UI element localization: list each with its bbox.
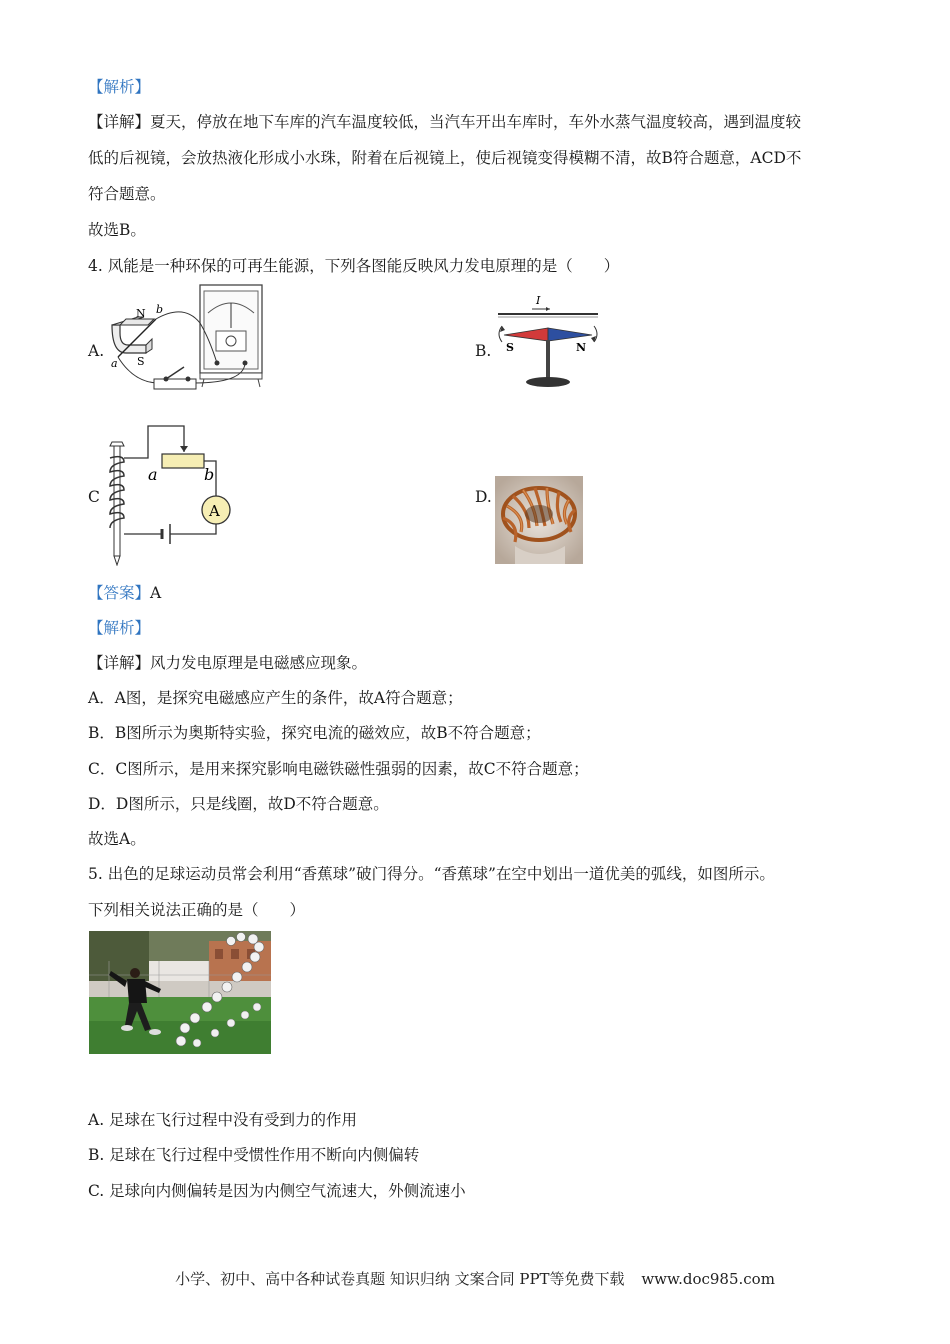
q5-option-a: A. 足球在飞行过程中没有受到力的作用 [88,1111,358,1129]
fig-a-a-label: a [111,357,118,370]
q5-stem-line2: 下列相关说法正确的是（ ） [88,901,306,919]
q4-answer: A [150,584,162,602]
q5-option-b: B. 足球在飞行过程中受惯性作用不断向内侧偏转 [88,1146,420,1164]
q4-detail-line [88,652,367,674]
q3-analysis-tag: 【解析】 [88,78,151,96]
q4-explanation-a: A．A图，是探究电磁感应产生的条件，故A符合题意； [88,689,463,707]
fig-b-s-label: S [506,341,514,354]
fig-c-a-label: a [148,465,158,484]
q3-detail-line1 [88,111,801,133]
q3-detail-text1: 夏天，停放在地下车库的汽车温度较低，当汽车开出车库时，车外水蒸气温度较高，遇到温度较 [150,113,802,131]
q4-option-d-label: D. [475,488,492,506]
q3-detail-line3: 符合题意。 [88,185,166,203]
q4-stem: 4. 风能是一种环保的可再生能源，下列各图能反映风力发电原理的是（ ） [88,257,620,275]
q5-stem-line1: 5. 出色的足球运动员常会利用“香蕉球”破门得分。“香蕉球”在空中划出一道优美的弧线，如图所示。 [88,865,775,883]
q4-answer-line [88,582,161,604]
q4-figure-d-coil-photo [495,476,583,564]
q4-detail-text: 风力发电原理是电磁感应现象。 [150,654,368,672]
footer-url[interactable]: www.doc985.com [641,1270,775,1288]
q4-option-b-label: B. [475,342,492,360]
fig-a-s-label: S [137,355,145,368]
q4-answer-tag: 【答案】 [88,584,151,602]
q4-analysis-tag: 【解析】 [88,619,151,637]
q4-explanation-c: C．C图所示，是用来探究影响电磁铁磁性强弱的因素，故C不符合题意； [88,760,589,778]
q4-explanation-d: D．D图所示，只是线圈，故D不符合题意。 [88,795,389,813]
q3-detail-line2: 低的后视镜，会放热液化形成小水珠，附着在后视镜上，使后视镜变得模糊不清，故B符合题意，ACD不 [88,149,802,167]
fig-b-n-label: N [576,341,587,354]
page-footer [0,1268,950,1289]
q4-conclusion: 故选A。 [88,830,146,848]
q4-figure-b-oersted [494,288,606,393]
q5-figure-banana-kick-photo [89,931,271,1054]
q3-conclusion: 故选B。 [88,221,146,239]
q5-option-c: C. 足球向内侧偏转是因为内侧空气流速大，外侧流速小 [88,1182,466,1200]
fig-b-current-label: I [536,294,541,307]
fig-c-ammeter-label: A [209,502,220,520]
q4-explanation-b: B．B图所示为奥斯特实验，探究电流的磁效应，故B不符合题意； [88,724,541,742]
q4-option-c-label: C [88,488,100,506]
q4-option-a-label: A. [88,342,105,360]
q4-figure-a-generator [104,283,274,398]
footer-text: 小学、初中、高中各种试卷真题 知识归纳 文案合同 PPT等免费下载 [175,1270,625,1288]
fig-c-b-label: b [204,465,215,484]
fig-a-n-label: N [136,307,146,320]
q4-figure-c-electromagnet [104,424,244,566]
q3-detail-tag: 【详解】 [88,113,151,131]
q4-detail-tag: 【详解】 [88,654,151,672]
fig-a-b-label: b [156,303,164,316]
